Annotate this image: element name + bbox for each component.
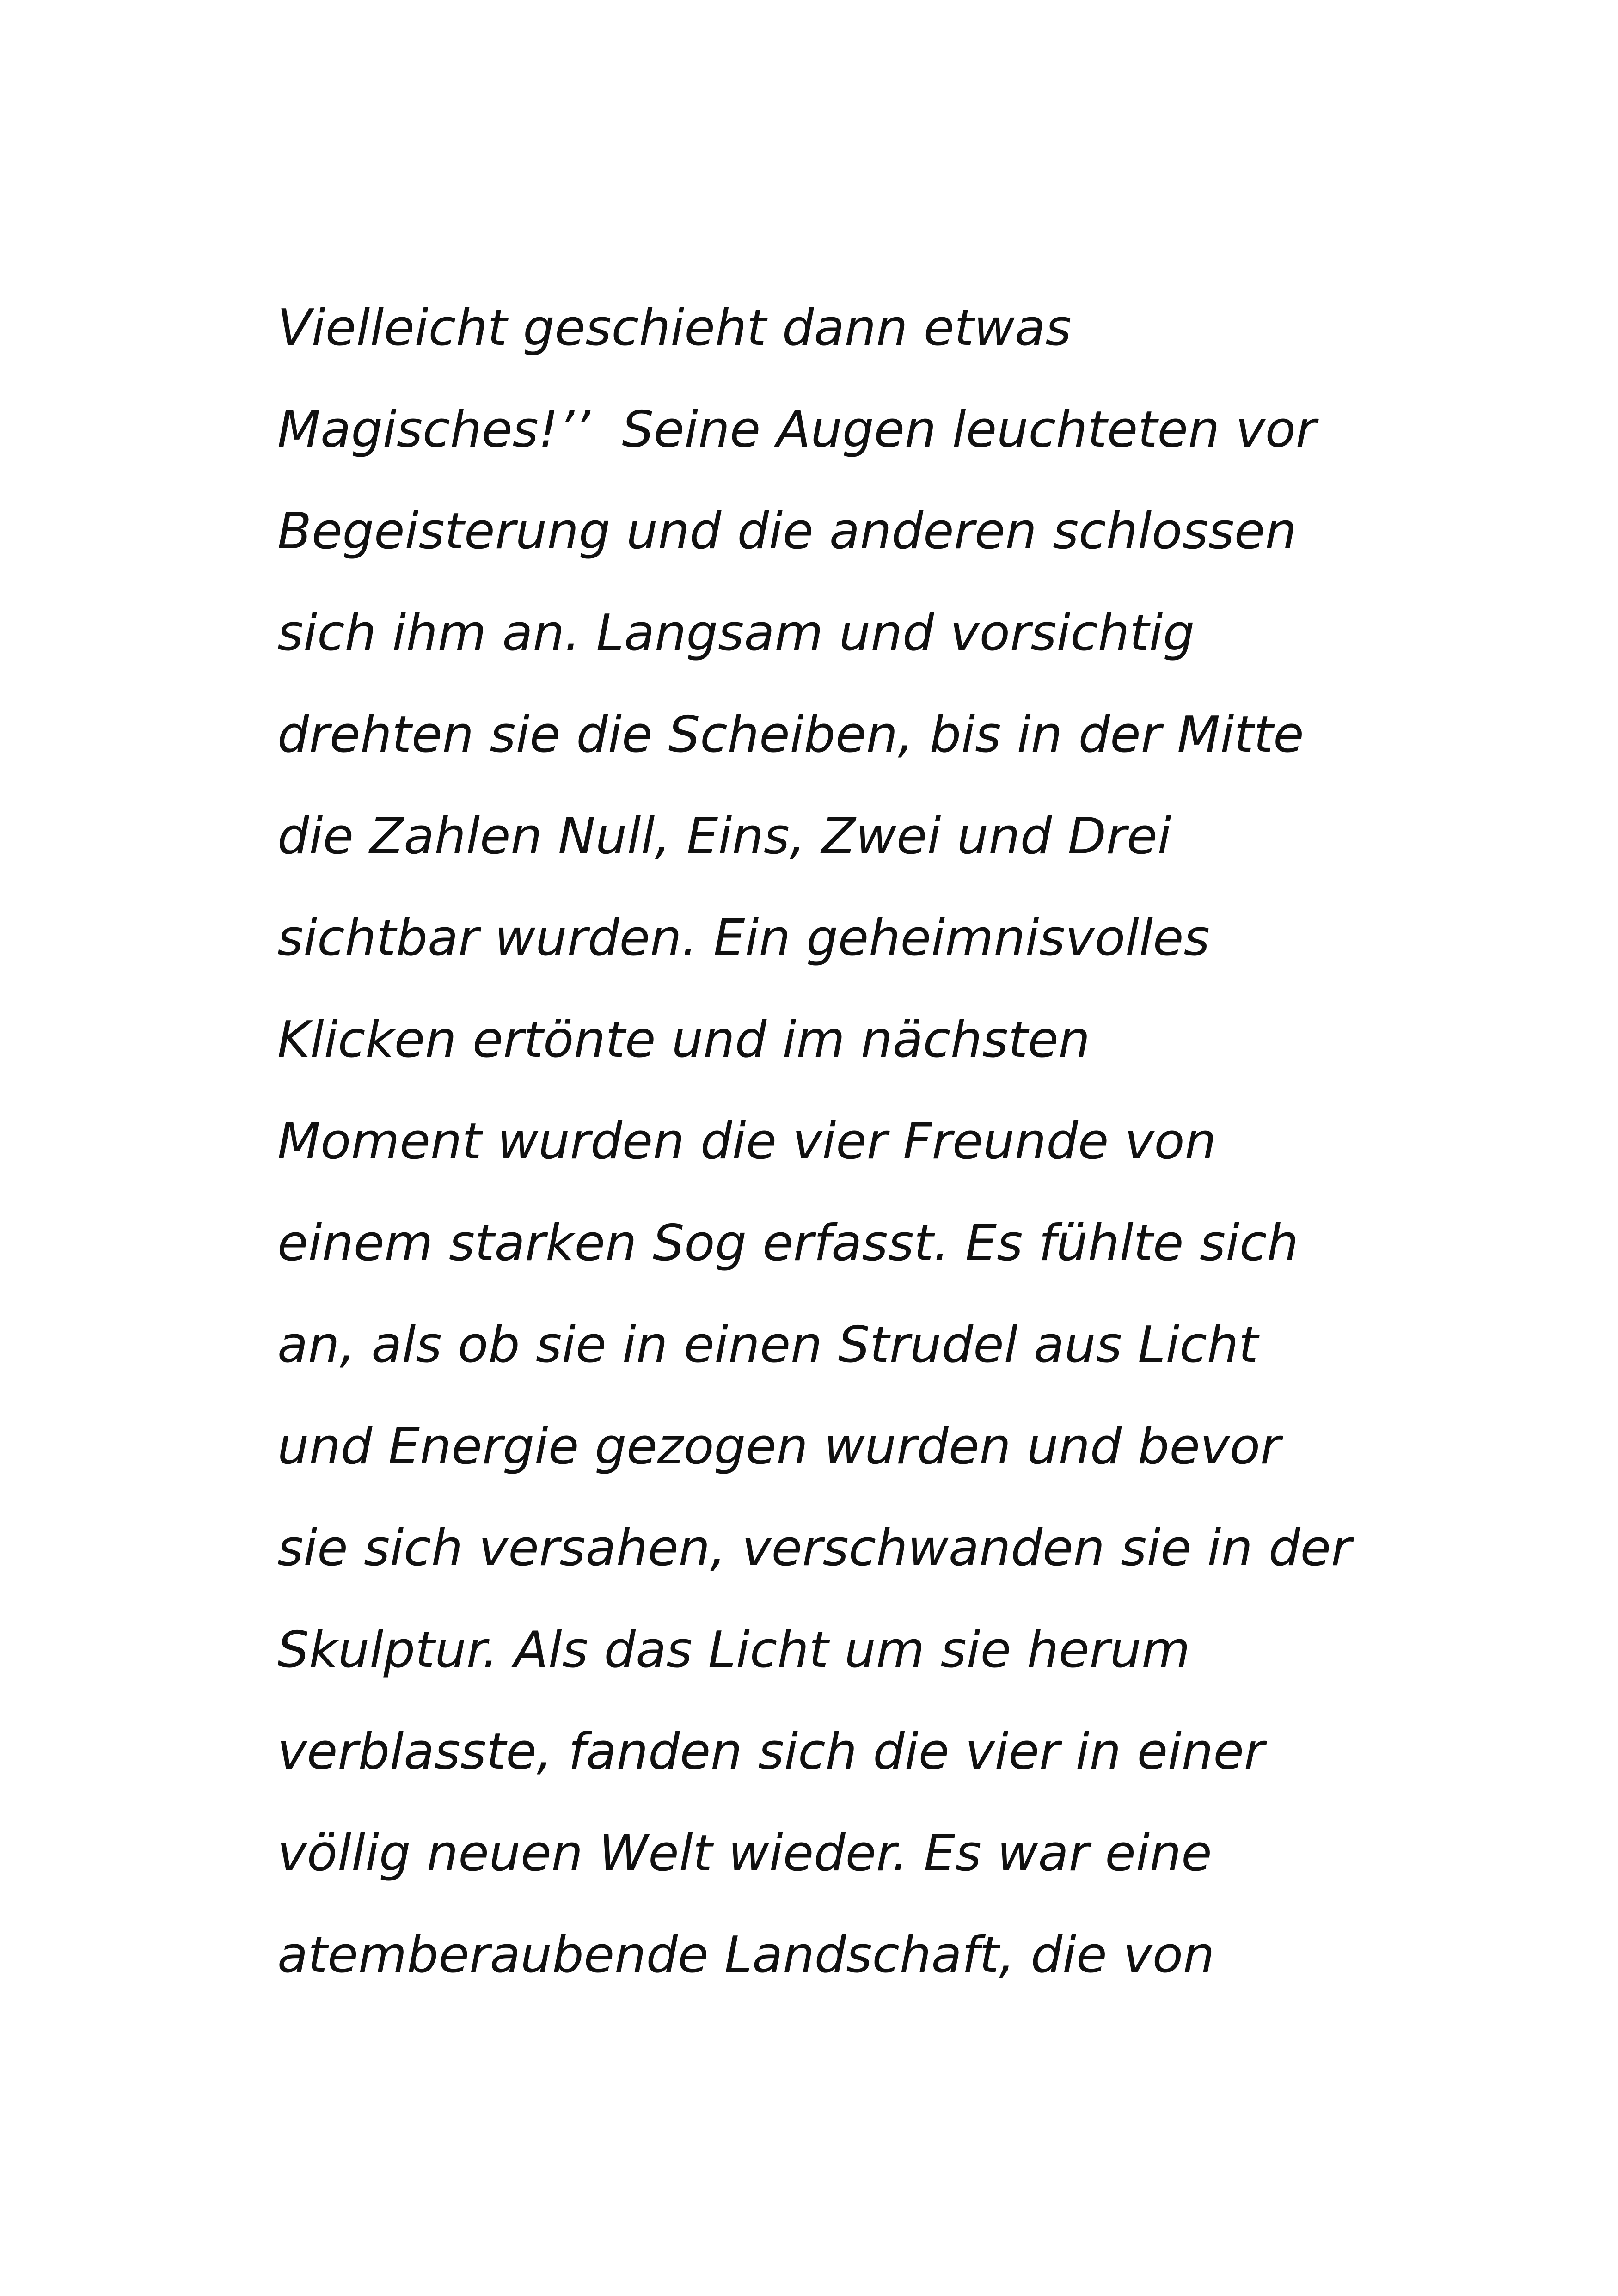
text-line-4: sich ihm an. Langsam und vorsichtig — [277, 604, 1195, 662]
text-line-17: atemberaubende Landschaft, die von — [277, 1926, 1215, 1984]
text-line-10: einem starken Sog erfasst. Es fühlte sich — [277, 1214, 1299, 1272]
text-line-16: völlig neuen Welt wieder. Es war eine — [277, 1825, 1212, 1882]
text-line-7: sichtbar wurden. Ein geheimnisvolles — [277, 909, 1210, 967]
text-line-15: verblasste, fanden sich die vier in einer — [277, 1723, 1265, 1781]
text-line-3: Begeisterung und die anderen schlossen — [277, 502, 1297, 560]
text-line-14: Skulptur. Als das Licht um sie herum — [277, 1621, 1190, 1679]
text-line-1: Vielleicht geschieht dann etwas — [277, 299, 1072, 357]
text-line-6: die Zahlen Null, Eins, Zwei und Drei — [277, 808, 1171, 865]
text-line-2: Magisches!’’ Seine Augen leuchteten vor — [277, 401, 1317, 459]
text-line-11: an, als ob sie in einen Strudel aus Licht — [277, 1316, 1258, 1374]
text-line-13: sie sich versahen, verschwanden sie in der — [277, 1519, 1352, 1577]
text-line-8: Klicken ertönte und im nächsten — [277, 1011, 1091, 1069]
text-line-12: und Energie gezogen wurden und bevor — [277, 1418, 1281, 1476]
text-line-9: Moment wurden die vier Freunde von — [277, 1113, 1217, 1170]
text-line-5: drehten sie die Scheiben, bis in der Mitte — [277, 706, 1304, 764]
